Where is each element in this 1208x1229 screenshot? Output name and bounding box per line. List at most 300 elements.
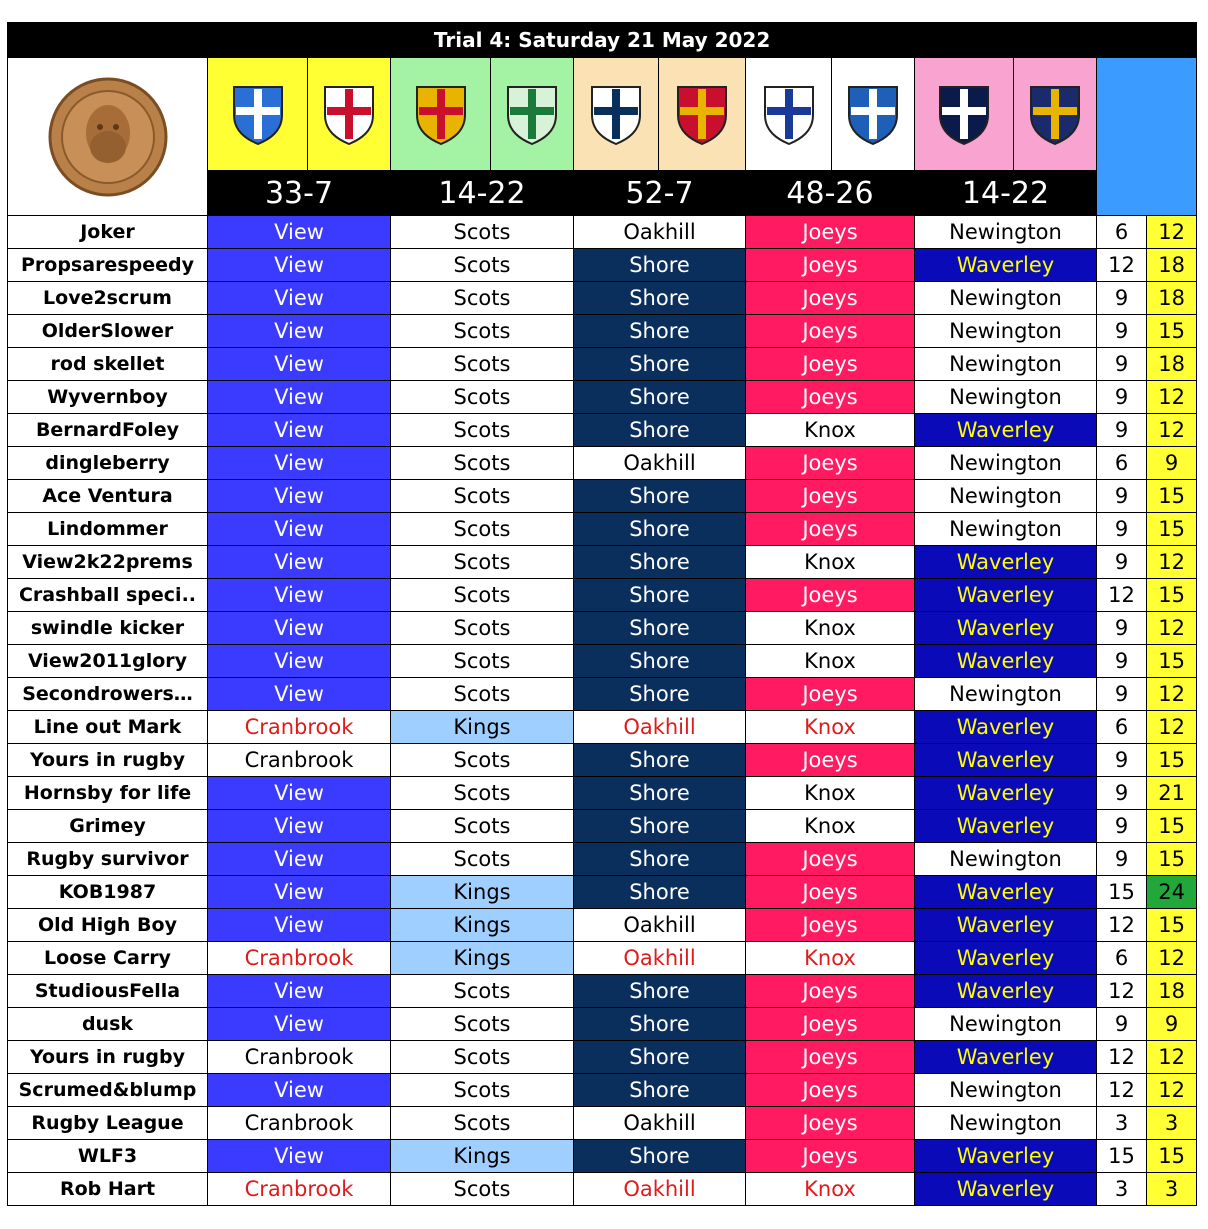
round-points: 12: [1097, 909, 1147, 942]
round-points: 15: [1097, 876, 1147, 909]
pick-match-3: Shore: [574, 546, 746, 579]
pick-match-3: Shore: [574, 282, 746, 315]
pick-match-2: Scots: [391, 1041, 574, 1074]
pick-match-2: Scots: [391, 216, 574, 249]
round-points: 9: [1097, 645, 1147, 678]
pick-match-5: Newington: [915, 447, 1097, 480]
table-row: [8, 612, 1197, 645]
pick-match-5: Newington: [915, 348, 1097, 381]
pick-match-3: Shore: [574, 414, 746, 447]
pick-match-2: Scots: [391, 447, 574, 480]
pick-match-5: Waverley: [915, 909, 1097, 942]
round-points: 15: [1097, 1140, 1147, 1173]
pick-match-1: View: [208, 1140, 391, 1173]
table-row: [8, 315, 1197, 348]
tipster-name: Wyvernboy: [8, 381, 208, 414]
pick-match-3: Shore: [574, 1041, 746, 1074]
pick-match-2: Scots: [391, 414, 574, 447]
pick-match-1: View: [208, 315, 391, 348]
total-points: 18: [1147, 249, 1197, 282]
pick-match-1: Cranbrook: [208, 744, 391, 777]
pick-match-5: Waverley: [915, 579, 1097, 612]
pick-match-5: Waverley: [915, 942, 1097, 975]
pick-match-2: Scots: [391, 744, 574, 777]
pick-match-4: Joeys: [746, 348, 915, 381]
pick-match-2: Kings: [391, 942, 574, 975]
total-points: 15: [1147, 744, 1197, 777]
pick-match-2: Scots: [391, 612, 574, 645]
table-row: [8, 1041, 1197, 1074]
pick-match-5: Newington: [915, 1107, 1097, 1140]
pick-match-3: Shore: [574, 744, 746, 777]
pick-match-1: View: [208, 810, 391, 843]
pick-match-4: Joeys: [746, 513, 915, 546]
round-points: 9: [1097, 777, 1147, 810]
pick-match-4: Joeys: [746, 282, 915, 315]
total-points: 15: [1147, 480, 1197, 513]
total-points: 24: [1147, 876, 1197, 909]
pick-match-1: View: [208, 579, 391, 612]
round-points: 9: [1097, 315, 1147, 348]
pick-match-1: View: [208, 447, 391, 480]
pick-match-1: View: [208, 1008, 391, 1041]
table-row: [8, 447, 1197, 480]
total-points: 15: [1147, 645, 1197, 678]
pick-match-5: Newington: [915, 282, 1097, 315]
pick-match-3: Oakhill: [574, 447, 746, 480]
pick-match-4: Joeys: [746, 1074, 915, 1107]
pick-match-3: Shore: [574, 1074, 746, 1107]
pick-match-4: Joeys: [746, 1140, 915, 1173]
tipster-name: BernardFoley: [8, 414, 208, 447]
pick-match-2: Scots: [391, 513, 574, 546]
total-points: 15: [1147, 810, 1197, 843]
pick-match-5: Newington: [915, 315, 1097, 348]
table-row: [8, 249, 1197, 282]
total-points: 18: [1147, 282, 1197, 315]
pick-match-2: Scots: [391, 579, 574, 612]
table-row: [8, 711, 1197, 744]
pick-match-4: Joeys: [746, 447, 915, 480]
pick-match-4: Knox: [746, 810, 915, 843]
pick-match-1: View: [208, 645, 391, 678]
table-row: [8, 843, 1197, 876]
crest-blue-white-icon: [228, 81, 288, 147]
round-points: 3: [1097, 1107, 1147, 1140]
total-points: 3: [1147, 1173, 1197, 1206]
tipster-name: StudiousFella: [8, 975, 208, 1008]
round-points: 9: [1097, 480, 1147, 513]
pick-match-1: View: [208, 975, 391, 1008]
pick-match-5: Newington: [915, 678, 1097, 711]
crest-red-cross-icon: [319, 81, 379, 147]
table-row: [8, 645, 1197, 678]
pick-match-4: Joeys: [746, 909, 915, 942]
table-row: [8, 282, 1197, 315]
table-row: [8, 1173, 1197, 1206]
medal-icon: [46, 75, 170, 199]
pick-match-1: View: [208, 909, 391, 942]
match-3-crest-b-cell: [659, 58, 746, 171]
pick-match-5: Waverley: [915, 1173, 1097, 1206]
round-points: 6: [1097, 447, 1147, 480]
pick-match-3: Shore: [574, 975, 746, 1008]
pick-match-5: Waverley: [915, 711, 1097, 744]
crest-navy-gold-icon: [1025, 81, 1085, 147]
crest-red-blue-icon: [759, 81, 819, 147]
total-points: 12: [1147, 1074, 1197, 1107]
table-row: [8, 975, 1197, 1008]
pick-match-1: View: [208, 414, 391, 447]
table-row: [8, 1107, 1197, 1140]
tipster-name: Ace Ventura: [8, 480, 208, 513]
pick-match-1: View: [208, 843, 391, 876]
pick-match-3: Shore: [574, 645, 746, 678]
tipster-name: Secondrowers…: [8, 678, 208, 711]
table-row: [8, 348, 1197, 381]
pick-match-3: Shore: [574, 480, 746, 513]
pick-match-3: Oakhill: [574, 711, 746, 744]
match-4-crest-a-cell: [746, 58, 832, 171]
pick-match-5: Waverley: [915, 546, 1097, 579]
pick-match-2: Scots: [391, 1074, 574, 1107]
pick-match-4: Joeys: [746, 381, 915, 414]
tipster-name: WLF3: [8, 1140, 208, 1173]
pick-match-2: Scots: [391, 975, 574, 1008]
tipster-name: Lindommer: [8, 513, 208, 546]
pick-match-2: Scots: [391, 1008, 574, 1041]
pick-match-1: View: [208, 249, 391, 282]
tipping-table: [7, 22, 1197, 1206]
pick-match-3: Oakhill: [574, 216, 746, 249]
pick-match-2: Scots: [391, 249, 574, 282]
pick-match-1: View: [208, 777, 391, 810]
pick-match-2: Scots: [391, 810, 574, 843]
total-points: 12: [1147, 381, 1197, 414]
round-points: 9: [1097, 282, 1147, 315]
tipster-name: Grimey: [8, 810, 208, 843]
tipster-name: dusk: [8, 1008, 208, 1041]
tipster-name: Line out Mark: [8, 711, 208, 744]
pick-match-2: Scots: [391, 678, 574, 711]
pick-match-2: Kings: [391, 909, 574, 942]
medal-cell: [8, 58, 208, 216]
pick-match-5: Waverley: [915, 249, 1097, 282]
pick-match-5: Waverley: [915, 1041, 1097, 1074]
table-row: [8, 744, 1197, 777]
pick-match-4: Knox: [746, 777, 915, 810]
pick-match-2: Scots: [391, 1173, 574, 1206]
match-1-crest-b-cell: [308, 58, 391, 171]
total-points: 15: [1147, 513, 1197, 546]
pick-match-5: Waverley: [915, 414, 1097, 447]
round-points: 12: [1097, 1041, 1147, 1074]
pick-match-3: Oakhill: [574, 909, 746, 942]
pick-match-4: Joeys: [746, 678, 915, 711]
pick-match-5: Waverley: [915, 1140, 1097, 1173]
pick-match-4: Knox: [746, 645, 915, 678]
pick-match-4: Joeys: [746, 216, 915, 249]
pick-match-1: Cranbrook: [208, 1173, 391, 1206]
total-points: 12: [1147, 216, 1197, 249]
pick-match-3: Shore: [574, 348, 746, 381]
pick-match-3: Shore: [574, 810, 746, 843]
pick-match-3: Shore: [574, 1008, 746, 1041]
table-row: [8, 810, 1197, 843]
total-points: 12: [1147, 414, 1197, 447]
table-row: [8, 678, 1197, 711]
pick-match-3: Shore: [574, 513, 746, 546]
pick-match-3: Shore: [574, 876, 746, 909]
match-4-crest-b-cell: [832, 58, 915, 171]
total-points: 15: [1147, 579, 1197, 612]
table-row: [8, 942, 1197, 975]
match-5-crest-b-cell: [1014, 58, 1097, 171]
pick-match-5: Newington: [915, 843, 1097, 876]
pick-match-1: View: [208, 678, 391, 711]
match-2-score: 14-22: [391, 171, 574, 216]
pick-match-3: Shore: [574, 315, 746, 348]
match-1-crest-a-cell: [208, 58, 308, 171]
tipster-name: View2011glory: [8, 645, 208, 678]
tipster-name: Propsarespeedy: [8, 249, 208, 282]
round-points: 9: [1097, 513, 1147, 546]
tipster-name: Scrumed&blump: [8, 1074, 208, 1107]
round-points: 6: [1097, 711, 1147, 744]
sheet-title: Trial 4: Saturday 21 May 2022: [8, 23, 1197, 58]
crest-dragon-icon: [934, 81, 994, 147]
pick-match-2: Scots: [391, 1107, 574, 1140]
table-row: [8, 1140, 1197, 1173]
pick-match-4: Joeys: [746, 744, 915, 777]
round-points: 12: [1097, 579, 1147, 612]
round-points: 9: [1097, 678, 1147, 711]
tipping-sheet: [7, 22, 1196, 1206]
pick-match-3: Shore: [574, 612, 746, 645]
crest-saltire-icon: [843, 81, 903, 147]
pick-match-2: Scots: [391, 480, 574, 513]
round-points: 9: [1097, 744, 1147, 777]
match-2-crest-b-cell: [491, 58, 574, 171]
tipster-name: View2k22prems: [8, 546, 208, 579]
round-points: 9: [1097, 546, 1147, 579]
pick-match-3: Shore: [574, 1140, 746, 1173]
pick-match-2: Scots: [391, 777, 574, 810]
pick-match-5: Waverley: [915, 876, 1097, 909]
match-3-crest-a-cell: [574, 58, 659, 171]
round-points: 3: [1097, 1173, 1147, 1206]
round-points: 6: [1097, 942, 1147, 975]
match-5-crest-a-cell: [915, 58, 1014, 171]
table-row: [8, 414, 1197, 447]
table-row: [8, 381, 1197, 414]
tipster-name: OlderSlower: [8, 315, 208, 348]
pick-match-1: View: [208, 1074, 391, 1107]
match-1-score: 33-7: [208, 171, 391, 216]
pick-match-1: View: [208, 216, 391, 249]
table-row: [8, 777, 1197, 810]
total-points: 3: [1147, 1107, 1197, 1140]
pick-match-4: Knox: [746, 546, 915, 579]
total-points: 9: [1147, 1008, 1197, 1041]
round-points: 12: [1097, 975, 1147, 1008]
pick-match-1: Cranbrook: [208, 942, 391, 975]
table-row: [8, 216, 1197, 249]
pick-match-4: Knox: [746, 612, 915, 645]
pick-match-5: Waverley: [915, 777, 1097, 810]
pick-match-5: Newington: [915, 1008, 1097, 1041]
match-5-score: 14-22: [915, 171, 1097, 216]
pick-match-5: Newington: [915, 513, 1097, 546]
total-points: 18: [1147, 348, 1197, 381]
table-row: [8, 546, 1197, 579]
table-row: [8, 1074, 1197, 1107]
points-header-cell: [1097, 58, 1197, 216]
total-points: 12: [1147, 612, 1197, 645]
pick-match-2: Scots: [391, 348, 574, 381]
total-points: 21: [1147, 777, 1197, 810]
total-points: 15: [1147, 315, 1197, 348]
pick-match-2: Scots: [391, 546, 574, 579]
total-points: 9: [1147, 447, 1197, 480]
pick-match-5: Waverley: [915, 612, 1097, 645]
total-points: 15: [1147, 909, 1197, 942]
pick-match-1: View: [208, 513, 391, 546]
pick-match-5: Waverley: [915, 810, 1097, 843]
match-3-score: 52-7: [574, 171, 746, 216]
pick-match-1: View: [208, 546, 391, 579]
pick-match-2: Scots: [391, 645, 574, 678]
crest-red-gold-icon: [672, 81, 732, 147]
pick-match-3: Shore: [574, 843, 746, 876]
tipster-name: rod skellet: [8, 348, 208, 381]
round-points: 9: [1097, 414, 1147, 447]
table-row: [8, 909, 1197, 942]
total-points: 12: [1147, 546, 1197, 579]
pick-match-4: Joeys: [746, 1041, 915, 1074]
pick-match-1: Cranbrook: [208, 1041, 391, 1074]
pick-match-1: Cranbrook: [208, 711, 391, 744]
pick-match-2: Kings: [391, 876, 574, 909]
pick-match-2: Scots: [391, 843, 574, 876]
pick-match-4: Joeys: [746, 579, 915, 612]
round-points: 9: [1097, 843, 1147, 876]
pick-match-4: Joeys: [746, 315, 915, 348]
pick-match-1: View: [208, 612, 391, 645]
round-points: 9: [1097, 1008, 1147, 1041]
tipster-name: Yours in rugby: [8, 744, 208, 777]
pick-match-5: Newington: [915, 480, 1097, 513]
pick-match-2: Scots: [391, 381, 574, 414]
tipster-name: Loose Carry: [8, 942, 208, 975]
round-points: 9: [1097, 810, 1147, 843]
pick-match-2: Scots: [391, 282, 574, 315]
pick-match-3: Oakhill: [574, 942, 746, 975]
pick-match-4: Knox: [746, 1173, 915, 1206]
round-points: 6: [1097, 216, 1147, 249]
pick-match-4: Joeys: [746, 1008, 915, 1041]
pick-match-4: Knox: [746, 942, 915, 975]
pick-match-5: Newington: [915, 381, 1097, 414]
pick-match-1: View: [208, 480, 391, 513]
total-points: 12: [1147, 1041, 1197, 1074]
pick-match-3: Oakhill: [574, 1173, 746, 1206]
tipster-name: Rugby survivor: [8, 843, 208, 876]
total-points: 12: [1147, 711, 1197, 744]
pick-match-3: Shore: [574, 249, 746, 282]
pick-match-4: Joeys: [746, 1107, 915, 1140]
table-row: [8, 876, 1197, 909]
pick-match-1: View: [208, 348, 391, 381]
match-4-score: 48-26: [746, 171, 915, 216]
pick-match-3: Shore: [574, 381, 746, 414]
total-points: 15: [1147, 843, 1197, 876]
pick-match-3: Oakhill: [574, 1107, 746, 1140]
table-row: [8, 579, 1197, 612]
total-points: 12: [1147, 942, 1197, 975]
pick-match-3: Shore: [574, 579, 746, 612]
pick-match-1: View: [208, 282, 391, 315]
pick-match-5: Newington: [915, 1074, 1097, 1107]
pick-match-1: View: [208, 381, 391, 414]
pick-match-4: Joeys: [746, 843, 915, 876]
pick-match-2: Kings: [391, 1140, 574, 1173]
tipster-name: KOB1987: [8, 876, 208, 909]
match-2-crest-a-cell: [391, 58, 491, 171]
tipster-name: Yours in rugby: [8, 1041, 208, 1074]
crest-gold-red-icon: [411, 81, 471, 147]
pick-match-2: Scots: [391, 315, 574, 348]
tipster-name: Joker: [8, 216, 208, 249]
round-points: 9: [1097, 381, 1147, 414]
pick-match-4: Joeys: [746, 876, 915, 909]
pick-match-1: Cranbrook: [208, 1107, 391, 1140]
tipster-name: swindle kicker: [8, 612, 208, 645]
table-row: [8, 513, 1197, 546]
tipster-name: Rob Hart: [8, 1173, 208, 1206]
pick-match-5: Newington: [915, 216, 1097, 249]
pick-match-4: Joeys: [746, 975, 915, 1008]
tipster-name: Rugby League: [8, 1107, 208, 1140]
pick-match-2: Kings: [391, 711, 574, 744]
round-points: 12: [1097, 249, 1147, 282]
tipster-name: Hornsby for life: [8, 777, 208, 810]
pick-match-3: Shore: [574, 678, 746, 711]
pick-match-5: Waverley: [915, 975, 1097, 1008]
total-points: 15: [1147, 1140, 1197, 1173]
tipster-name: Love2scrum: [8, 282, 208, 315]
round-points: 12: [1097, 1074, 1147, 1107]
pick-match-4: Knox: [746, 414, 915, 447]
tipster-name: Old High Boy: [8, 909, 208, 942]
pick-match-3: Shore: [574, 777, 746, 810]
pick-match-5: Waverley: [915, 645, 1097, 678]
pick-match-4: Joeys: [746, 480, 915, 513]
crest-navy-red-icon: [586, 81, 646, 147]
pick-match-4: Joeys: [746, 249, 915, 282]
crest-green-white-icon: [502, 81, 562, 147]
round-points: 9: [1097, 348, 1147, 381]
round-points: 9: [1097, 612, 1147, 645]
tipster-name: dingleberry: [8, 447, 208, 480]
total-points: 12: [1147, 678, 1197, 711]
total-points: 18: [1147, 975, 1197, 1008]
table-row: [8, 1008, 1197, 1041]
pick-match-4: Knox: [746, 711, 915, 744]
tipster-name: Crashball speci..: [8, 579, 208, 612]
table-row: [8, 480, 1197, 513]
pick-match-1: View: [208, 876, 391, 909]
